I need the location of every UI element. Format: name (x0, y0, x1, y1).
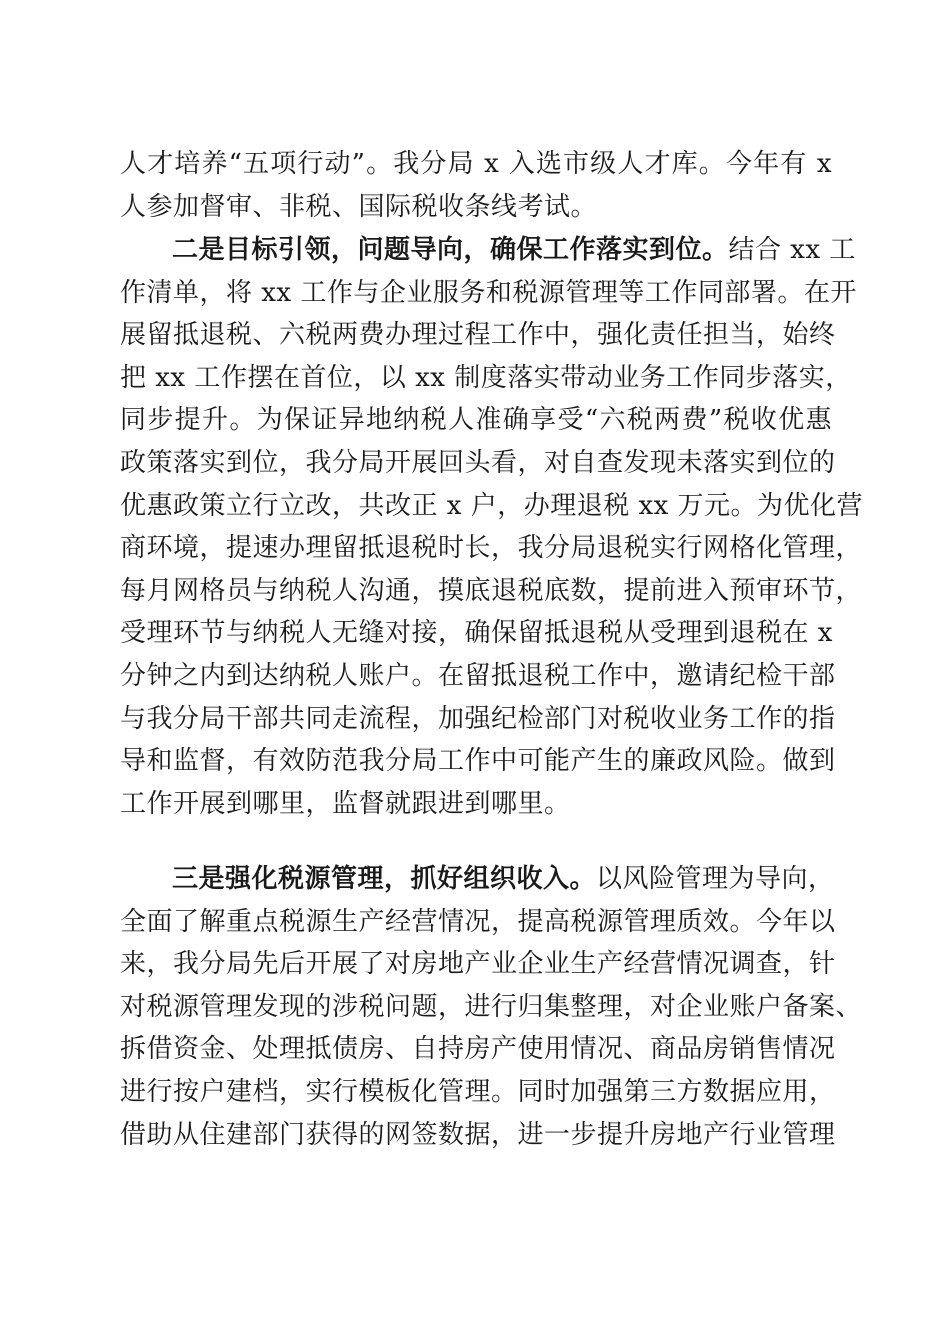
paragraph-lead-heading: 二是目标引领，问题导向，确保工作落实到位。 (172, 235, 729, 265)
paragraph-lead-heading: 三是强化税源管理，抓好组织收入。 (172, 864, 597, 894)
text-line: 全面了解重点税源生产经营情况，提高税源管理质效。今年以 (120, 906, 836, 937)
text-line (120, 229, 856, 272)
text-run: 以风险管理为导向， (596, 864, 835, 894)
text-line: 展留抵退税、六税两费办理过程工作中，强化责任担当，始终 (120, 320, 836, 351)
text-line: 拆借资金、处理抵债房、自持房产使用情况、商品房销售情况 (120, 1034, 836, 1065)
text-line: 对税源管理发现的涉税问题，进行归集整理，对企业账户备案、 (120, 991, 863, 1022)
text-line: 作清单，将 xx 工作与企业服务和税源管理等工作同部署。在开 (120, 277, 857, 308)
text-line: 受理环节与纳税人无缝对接，确保留抵退税从受理到退税在 x (120, 618, 833, 649)
text-line: 进行按户建档，实行模板化管理。同时加强第三方数据应用， (120, 1076, 836, 1107)
text-line: 每月网格员与纳税人沟通，摸底退税底数，提前进入预审环节， (120, 575, 863, 606)
text-line: 优惠政策立行立改，共改正 x 户，办理退税 xx 万元。为优化营 (120, 490, 864, 521)
text-line: 人参加督审、非税、国际税收条线考试。 (120, 191, 598, 222)
paragraph-2 (120, 229, 864, 825)
paragraph-1 (120, 143, 832, 228)
text-line: 导和监督，有效防范我分局工作中可能产生的廉政风险。做到 (120, 746, 836, 777)
text-line: 来，我分局先后开展了对房地产业企业生产经营情况调查，针 (120, 949, 836, 980)
text-line: 商环境，提速办理留抵退税时长，我分局退税实行网格化管理， (120, 533, 863, 564)
paragraph-3 (120, 858, 863, 1156)
text-line: 同步提升。为保证异地纳税人准确享受“六税两费”税收优惠 (120, 405, 832, 436)
text-line: 工作开展到哪里，监督就跟进到哪里。 (120, 788, 571, 819)
text-line: 分钟之内到达纳税人账户。在留抵退税工作中，邀请纪检干部 (120, 660, 836, 691)
text-line: 借助从住建部门获得的网签数据，进一步提升房地产行业管理 (120, 1119, 836, 1150)
text-line: 与我分局干部共同走流程，加强纪检部门对税收业务工作的指 (120, 703, 836, 734)
text-line: 把 xx 工作摆在首位，以 xx 制度落实带动业务工作同步落实， (120, 362, 852, 393)
text-line (120, 858, 835, 901)
text-run: 结合 xx 工 (728, 235, 856, 265)
text-line: 政策落实到位，我分局开展回头看，对自查发现未落实到位的 (120, 447, 836, 478)
text-line: 人才培养“五项行动”。我分局 x 入选市级人才库。今年有 x (120, 149, 832, 179)
